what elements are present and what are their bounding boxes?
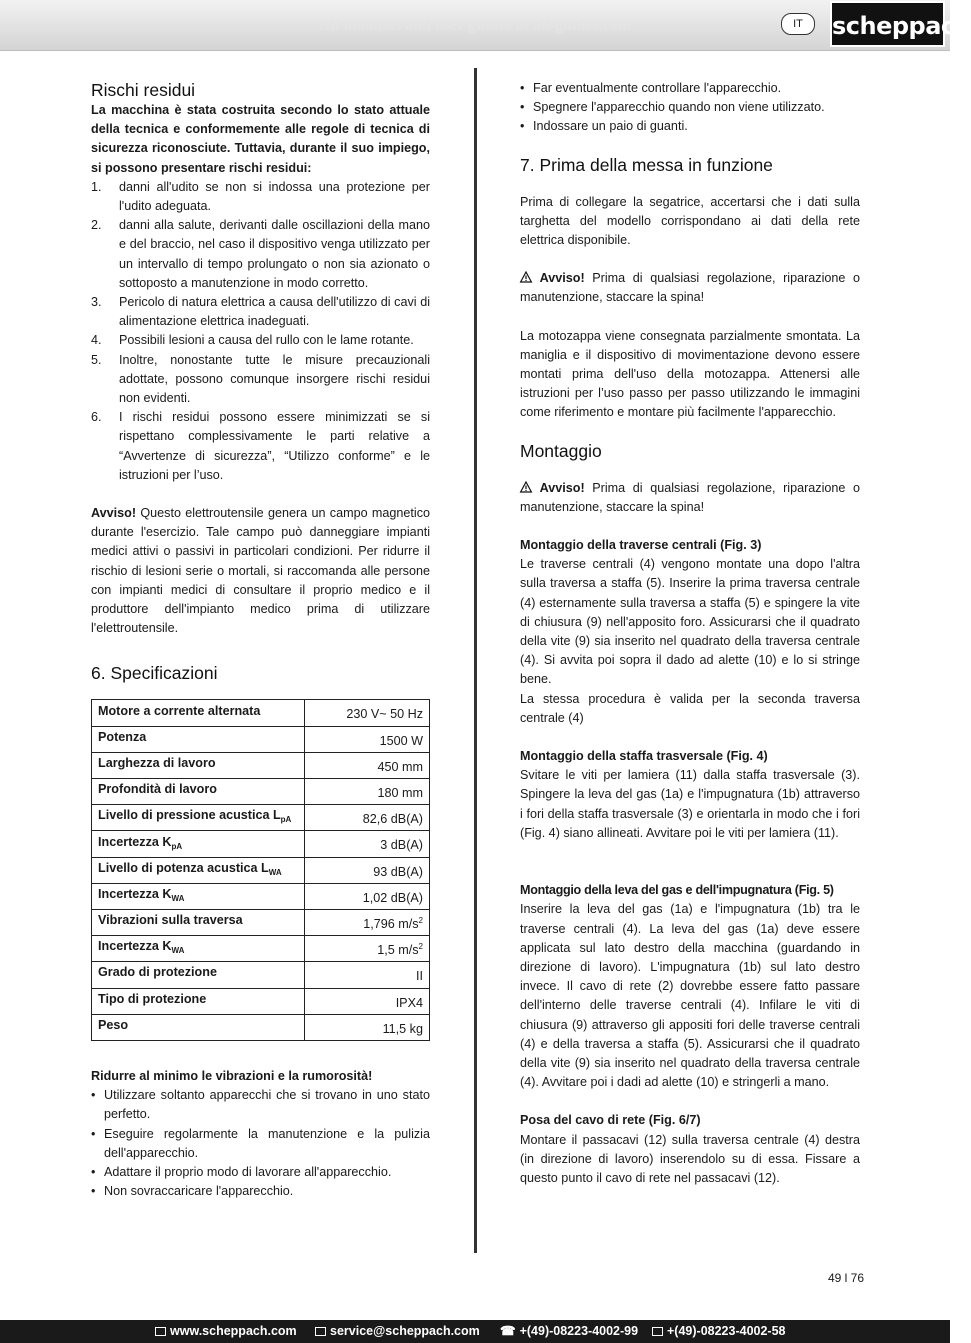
table-row: Tipo di protezione IPX4 — [92, 988, 430, 1014]
list-item: • Utilizzare soltanto apparecchi che si trovano in uno stato perfetto. — [91, 1088, 430, 1122]
avviso-paragraph: Avviso! Questo elettroutensile genera un campo magnetico durante l'esercizio. Tale campo può danneggiare impianti medici attivi o passivi in particolari condizioni. Per ridurre il rischio di lesioni serie o mortali, si raccomanda alle persone con impianti medici di consultare il proprio medico e il produttore dell'impianto medico prima di utilizzare l'elettroutensile. — [91, 506, 431, 636]
messa-paragraph-1: Prima di collegare la segatrice, accertarsi che i dati sulla targhetta del modello corrispondano ai dati della rete elettrica disponibile. — [520, 194, 860, 248]
rischi-list — [91, 178, 430, 485]
list-item: • Eseguire regolarmente la manutenzione e la pulizia dell'apparecchio. — [91, 1126, 430, 1160]
list-item: 3. Pericolo di natura elettrica a causa dell'utilizzo di cavi di alimentazione elettrica inadeguati. — [91, 295, 430, 329]
column-divider — [474, 68, 477, 1253]
list-item: • Adattare il proprio modo di lavorare all'apparecchio. — [91, 1164, 392, 1179]
top-list — [520, 79, 860, 137]
list-item: • Far eventualmente controllare l'apparecchio. — [520, 81, 782, 95]
language-badge: IT — [781, 13, 815, 35]
table-row: Peso 11,5 kg — [92, 1014, 430, 1040]
table-row: Livello di potenza acustica $L_{WA}$ 93 dB(A) — [92, 857, 430, 883]
rischi-intro: La macchina è stata costruita secondo lo stato attuale della tecnica e conformemente alle regole di tecnica di sicurezza riconosciute. Tuttavia, durante il suo impiego, si possono presentare rischi residui: — [91, 103, 430, 175]
footer-phone: ☎ +(49)-08223-4002-99 — [500, 1324, 639, 1338]
table-row: Vibrazioni sulla traversa 1,796 $m/s^2$ — [92, 909, 430, 935]
list-item: 4. Possibili lesioni a causa del rullo con le lame rotante. — [91, 333, 414, 348]
list-item: • Spegnere l'apparecchio quando non viene utilizzato. — [520, 100, 825, 115]
table-row: Potenza 1500 W — [92, 726, 430, 752]
list-item: • Non sovraccaricare l'apparecchio. — [91, 1184, 294, 1199]
section-heading-leva: Montaggio della leva del gas e dell'impugnatura (Fig. 5) — [520, 883, 834, 898]
messa-paragraph-2: La motozappa viene consegnata parzialmente smontata. La maniglia e il dispositivo di movimentazione devono essere montati prima dell'uso della motozappa. Attenersi alle istruzioni per l’uso passo per passo utilizzando le immagini come riferimento e montare più facilmente l'apparecchio. — [520, 328, 860, 420]
section-text-staffa: Svitare le viti per lamiera (11) dalla staffa trasversale (3). Spingere la leva del gas (1a) e l'impugnatura (1b) attraverso i fori della staffa trasversale (3) e orientarla in modo che i fori (Fig. 4) siano allineati. Avvitare poi le viti per lamiera (11). — [520, 768, 860, 840]
avviso-label: Avviso! — [91, 506, 137, 521]
list-item: 6. I rischi residui possono essere minimizzati se si rispettano complessivamente le parti relative a “Avvertenze di sicurezza”, “Utilizzo conforme” e le istruzioni per l’uso. — [91, 410, 430, 482]
page-number: 49 l 76 — [827, 1271, 864, 1285]
warning-paragraph-2: Avviso! Prima di qualsiasi regolazione, riparazione o manutenzione, staccare la spina! — [520, 480, 861, 514]
messa-heading: 7. Prima della messa in funzione — [520, 154, 773, 175]
watermark: All manuals and user guides at all-guides.com — [318, 17, 632, 34]
list-item: • Indossare un paio di guanti. — [520, 119, 688, 134]
vibration-heading: Ridurre al minimo le vibrazioni e la rumorosità! — [91, 1068, 373, 1083]
footer-web[interactable]: www.scheppach.com — [155, 1320, 297, 1343]
section-text-leva: Inserire la leva del gas (1a) e l'impugnatura (1b) tra le traverse centrali (4). La leva del gas (1a) deve essere applicata sul lato destro della macchina (guardando in direzione di lavoro). L'impugnatura (1b) sul lato destro invece. Il cavo di rete (2) dovrebbe essere fatto passare dell'interno delle traverse centrali (4). Infilare le viti di chiusura (9) attraverso gli appositi fori delle traverse centrali (4) e della traversa a staffa (5). Assicurarsi che il quadrato della vite (9) sia inserito nel quadrato della traversa centrale (4). Avvitare poi i dadi ad alette (10) e stringerli a mano. — [520, 902, 860, 1090]
phone-icon: ☎ — [500, 1324, 516, 1338]
list-item: 2. danni alla salute, derivanti dalle oscillazioni della mano e del braccio, nel caso il dispositivo venga utilizzato per un intervallo di tempo prolungato o non sia azionato o sottoposto a manutenzione in modo corretto. — [91, 218, 430, 290]
table-row: Motore a corrente alternata 230 V~ 50 Hz — [92, 700, 430, 726]
page-footer — [0, 1320, 950, 1343]
rischi-heading: Rischi residui — [91, 80, 196, 100]
warning-icon — [520, 481, 532, 493]
section-text-cavo: Montare il passacavi (12) sulla traversa centrale (4) destra (in direzione di lavoro) inserendolo su di essa. Fissare a questo punto il cavo di rete nel passacavi (12). — [520, 1132, 860, 1185]
section-text-traverse: Le traverse centrali (4) vengono montate una dopo l'altra sulla traversa a staffa (5). Inserire la prima traversa centrale (4) esternamente sulla traversa a staffa (5) e spingere la vite di chiusura (9) nell'apposito foro. Assicurarsi che il quadrato della vite (9) sia inserito nel quadrato della traversa centrale (4). Si avvita poi sopra il dado ad alette (10) e lo si stringe bene. — [520, 557, 860, 687]
table-row: Livello di pressione acustica $L_{pA}$ 82,6 dB(A) — [92, 805, 430, 831]
brand-logo: scheppach — [830, 1, 945, 47]
section-heading-cavo: Posa del cavo di rete (Fig. 6/7) — [520, 1113, 701, 1128]
warning-paragraph: Avviso! Prima di qualsiasi regolazione, riparazione o manutenzione, staccare la spina! — [520, 271, 861, 305]
list-item: 1. danni all'udito se non si indossa una protezione per l'udito adeguata. — [91, 179, 430, 214]
spec-heading: 6. Specificazioni — [91, 663, 218, 684]
table-row: Incertezza $K_{pA}$ 3 dB(A) — [92, 831, 430, 857]
list-item: 5. Inoltre, nonostante tutte le misure precauzionali adottate, possono comunque insorgere rischi residui non evidenti. — [91, 352, 430, 406]
vibration-list — [91, 1086, 430, 1201]
fax-icon — [652, 1327, 663, 1336]
section-heading-traverse: Montaggio della traverse centrali (Fig. 3) — [520, 538, 762, 553]
page-header — [0, 0, 971, 51]
table-row: Larghezza di lavoro 450 mm — [92, 752, 430, 778]
left-column — [91, 79, 430, 1201]
warning-icon — [520, 271, 532, 283]
footer-email[interactable]: service@scheppach.com — [315, 1320, 480, 1343]
section-heading-staffa: Montaggio della staffa trasversale (Fig. 4) — [520, 749, 768, 764]
right-column — [520, 79, 860, 1188]
section-text-traverse-2: La stessa procedura è valida per la seconda traversa centrale (4) — [520, 691, 860, 725]
mail-icon — [315, 1327, 326, 1336]
table-row: Grado di protezione II — [92, 962, 430, 988]
table-row: Incertezza $K_{WA}$ 1,02 dB(A) — [92, 883, 430, 909]
footer-fax: +(49)-08223-4002-58 — [652, 1320, 786, 1343]
spec-table — [91, 699, 430, 1040]
table-row: Profondità di lavoro 180 mm — [92, 779, 430, 805]
table-row: Incertezza $K_{WA}$ 1,5 $m/s^2$ — [92, 936, 430, 962]
montaggio-heading: Montaggio — [520, 440, 602, 461]
monitor-icon — [155, 1327, 166, 1336]
